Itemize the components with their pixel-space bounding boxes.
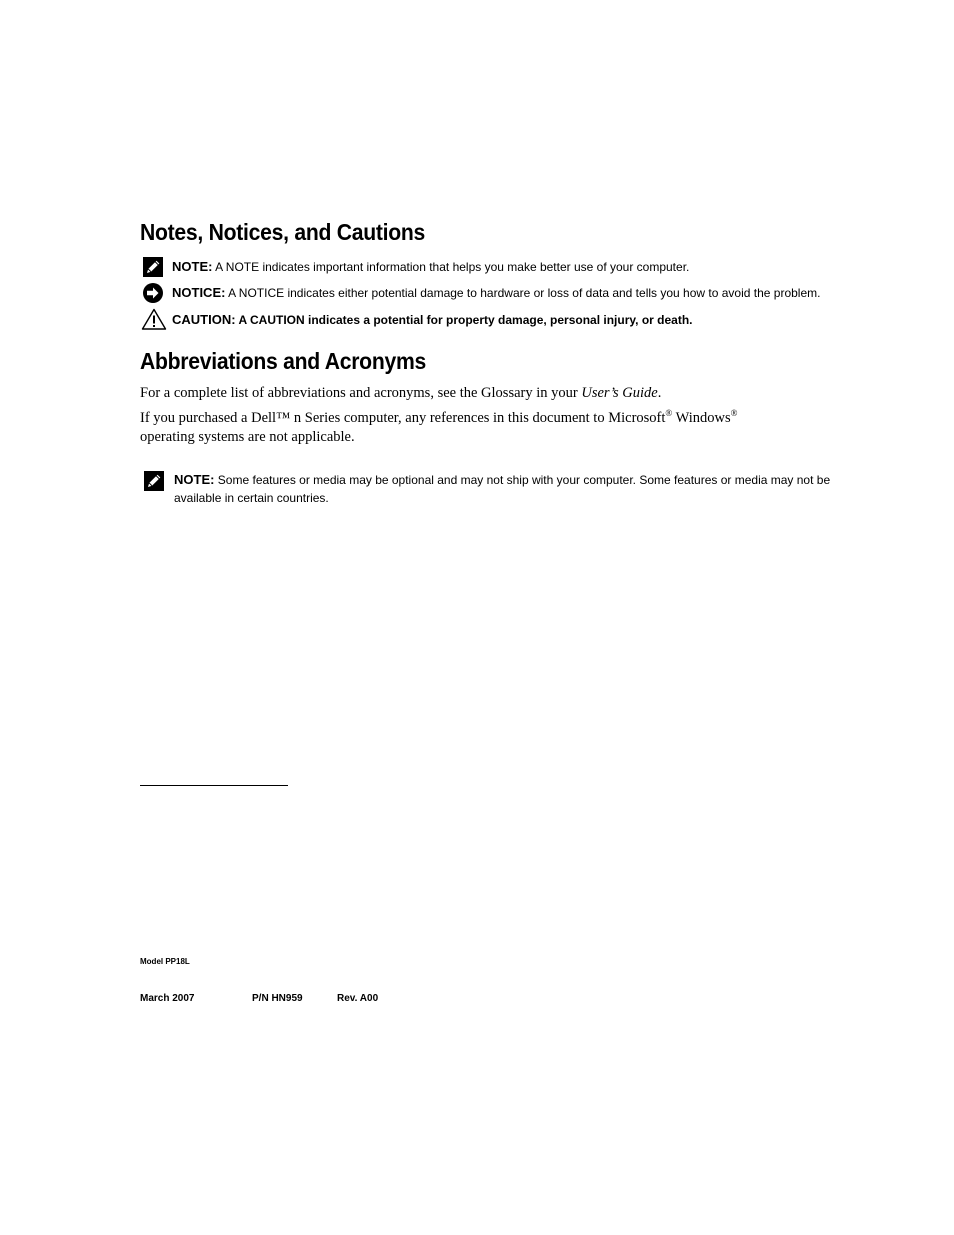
n-series-text-1: If you purchased a Dell™ n Series computer, any references in this document to Microsoft [140, 410, 666, 426]
notice-arrow-icon [142, 282, 164, 304]
note-label: NOTE: [174, 472, 215, 487]
registered-mark: ® [730, 408, 738, 418]
caution-row [172, 312, 693, 327]
note-label: NOTE: [172, 259, 213, 274]
availability-note-text: Some features or media may be optional and may not ship with your computer. Some features or media may not be available in certain countries. [174, 473, 831, 505]
note-row [172, 259, 689, 274]
model-number: Model PP18L [140, 957, 190, 966]
caution-text: A CAUTION indicates a potential for property damage, personal injury, or death. [238, 313, 693, 327]
abbreviations-section-title: Abbreviations and Acronyms [140, 348, 427, 374]
glossary-text: For a complete list of abbreviations and acronyms, see the Glossary in your [140, 385, 582, 401]
footnote-divider [140, 785, 288, 786]
caution-warning-icon [141, 308, 167, 330]
notes-section-title: Notes, Notices, and Cautions [140, 219, 426, 245]
registered-mark: ® [665, 408, 673, 418]
note-text: A NOTE indicates important information that helps you make better use of your computer. [215, 260, 690, 274]
availability-note [174, 471, 842, 507]
notice-row [172, 285, 820, 300]
revision: Rev. A00 [337, 993, 379, 1004]
caution-label: CAUTION: [172, 312, 236, 327]
notice-label: NOTICE: [172, 285, 226, 300]
users-guide-title: User’s Guide [581, 385, 658, 401]
glossary-period: . [657, 385, 662, 401]
publication-date: March 2007 [140, 993, 195, 1004]
n-series-text-3: operating systems are not applicable. [140, 429, 355, 445]
part-number: P/N HN959 [252, 993, 303, 1004]
pencil-note-icon [142, 256, 164, 278]
n-series-text-2: Windows [672, 410, 731, 426]
n-series-paragraph [140, 409, 820, 447]
glossary-paragraph [140, 384, 661, 403]
pencil-note-icon [143, 470, 165, 492]
notice-text: A NOTICE indicates either potential damage to hardware or loss of data and tells you how to avoid the problem. [228, 286, 821, 300]
